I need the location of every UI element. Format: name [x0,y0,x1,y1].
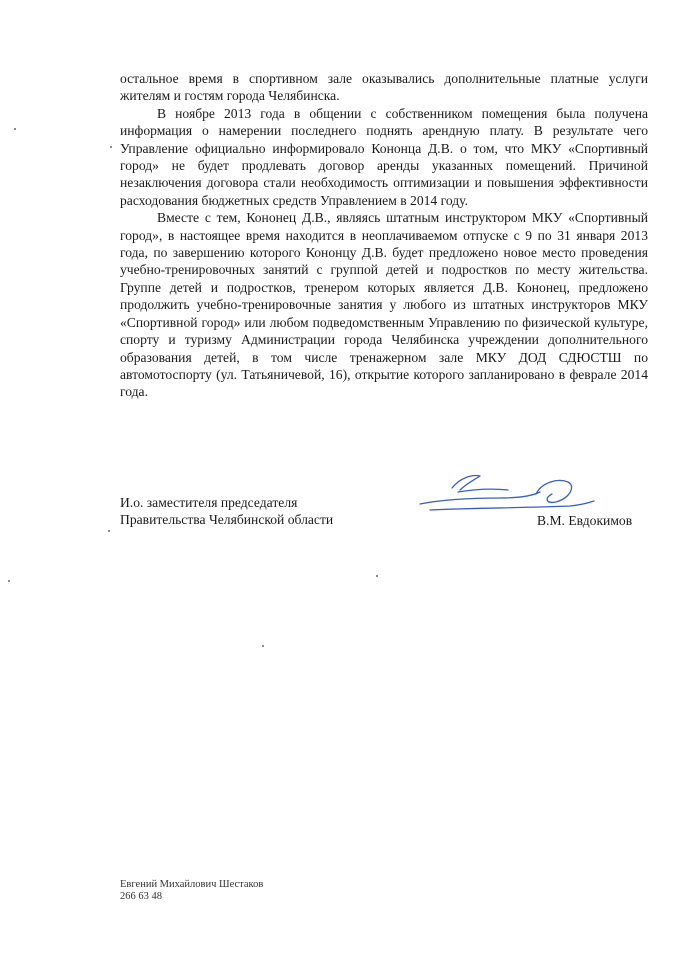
signatory-name: В.М. Евдокимов [537,513,633,528]
letter-body [120,70,648,401]
scan-speck [376,575,378,577]
position-line-1: И.о. заместителя председателя [120,495,298,510]
position-line-2: Правительства Челябинской области [120,512,334,528]
scan-speck [262,645,264,647]
scan-speck [110,146,112,148]
signatory-position [120,494,333,529]
executor-footer [120,879,263,903]
paragraph-lease: В ноябре 2013 года в общении с собственником помещения была получена информация о намерении последнего поднять арендную плату. В результате чего Управление официально информировало Кононца Д.В. о том, что МКУ «Спортивный город» не будет продлевать договор аренды указанных помещений. Причиной незаключения договора стали необходимость оптимизации и повышения эффективности расходования бюджетных средств Управлением в 2014 году. [120,105,648,208]
scan-speck [14,128,16,130]
scan-speck [8,580,10,582]
scan-speck [108,530,110,532]
executor-phone: 266 63 48 [120,891,162,902]
paragraph-instructor: Вместе с тем, Кононец Д.В., являясь штатным инструктором МКУ «Спортивный город», в настоящее время находится в неоплачиваемом отпуске с 9 по 31 января 2013 года, по завершению которого Кононцу Д.В. будет предложено новое место проведения учебно-тренировочных занятий с группой детей и подростков по месту жительства. Группе детей и подростков, тренером которых является Д.В. Кононец, предложено продолжить учебно-тренировочные занятия у любого из штатных инструкторов МКУ «Спортивной город» или любом подведомственным Управлению по физической культуре, спорту и туризму Администрации города Челябинска учреждении дополнительного образования детей, в том числе тренажерном зале МКУ ДОД СДЮСТШ по автомотоспорту (ул. Татьяничевой, 16), открытие которого запланировано в феврале 2014 года. [120,210,648,400]
executor-name: Евгений Михайлович Шестаков [120,879,264,890]
paragraph-continuation: остальное время в спортивном зале оказывались дополнительные платные услуги жителям и гостям города Челябинска. [120,71,648,104]
